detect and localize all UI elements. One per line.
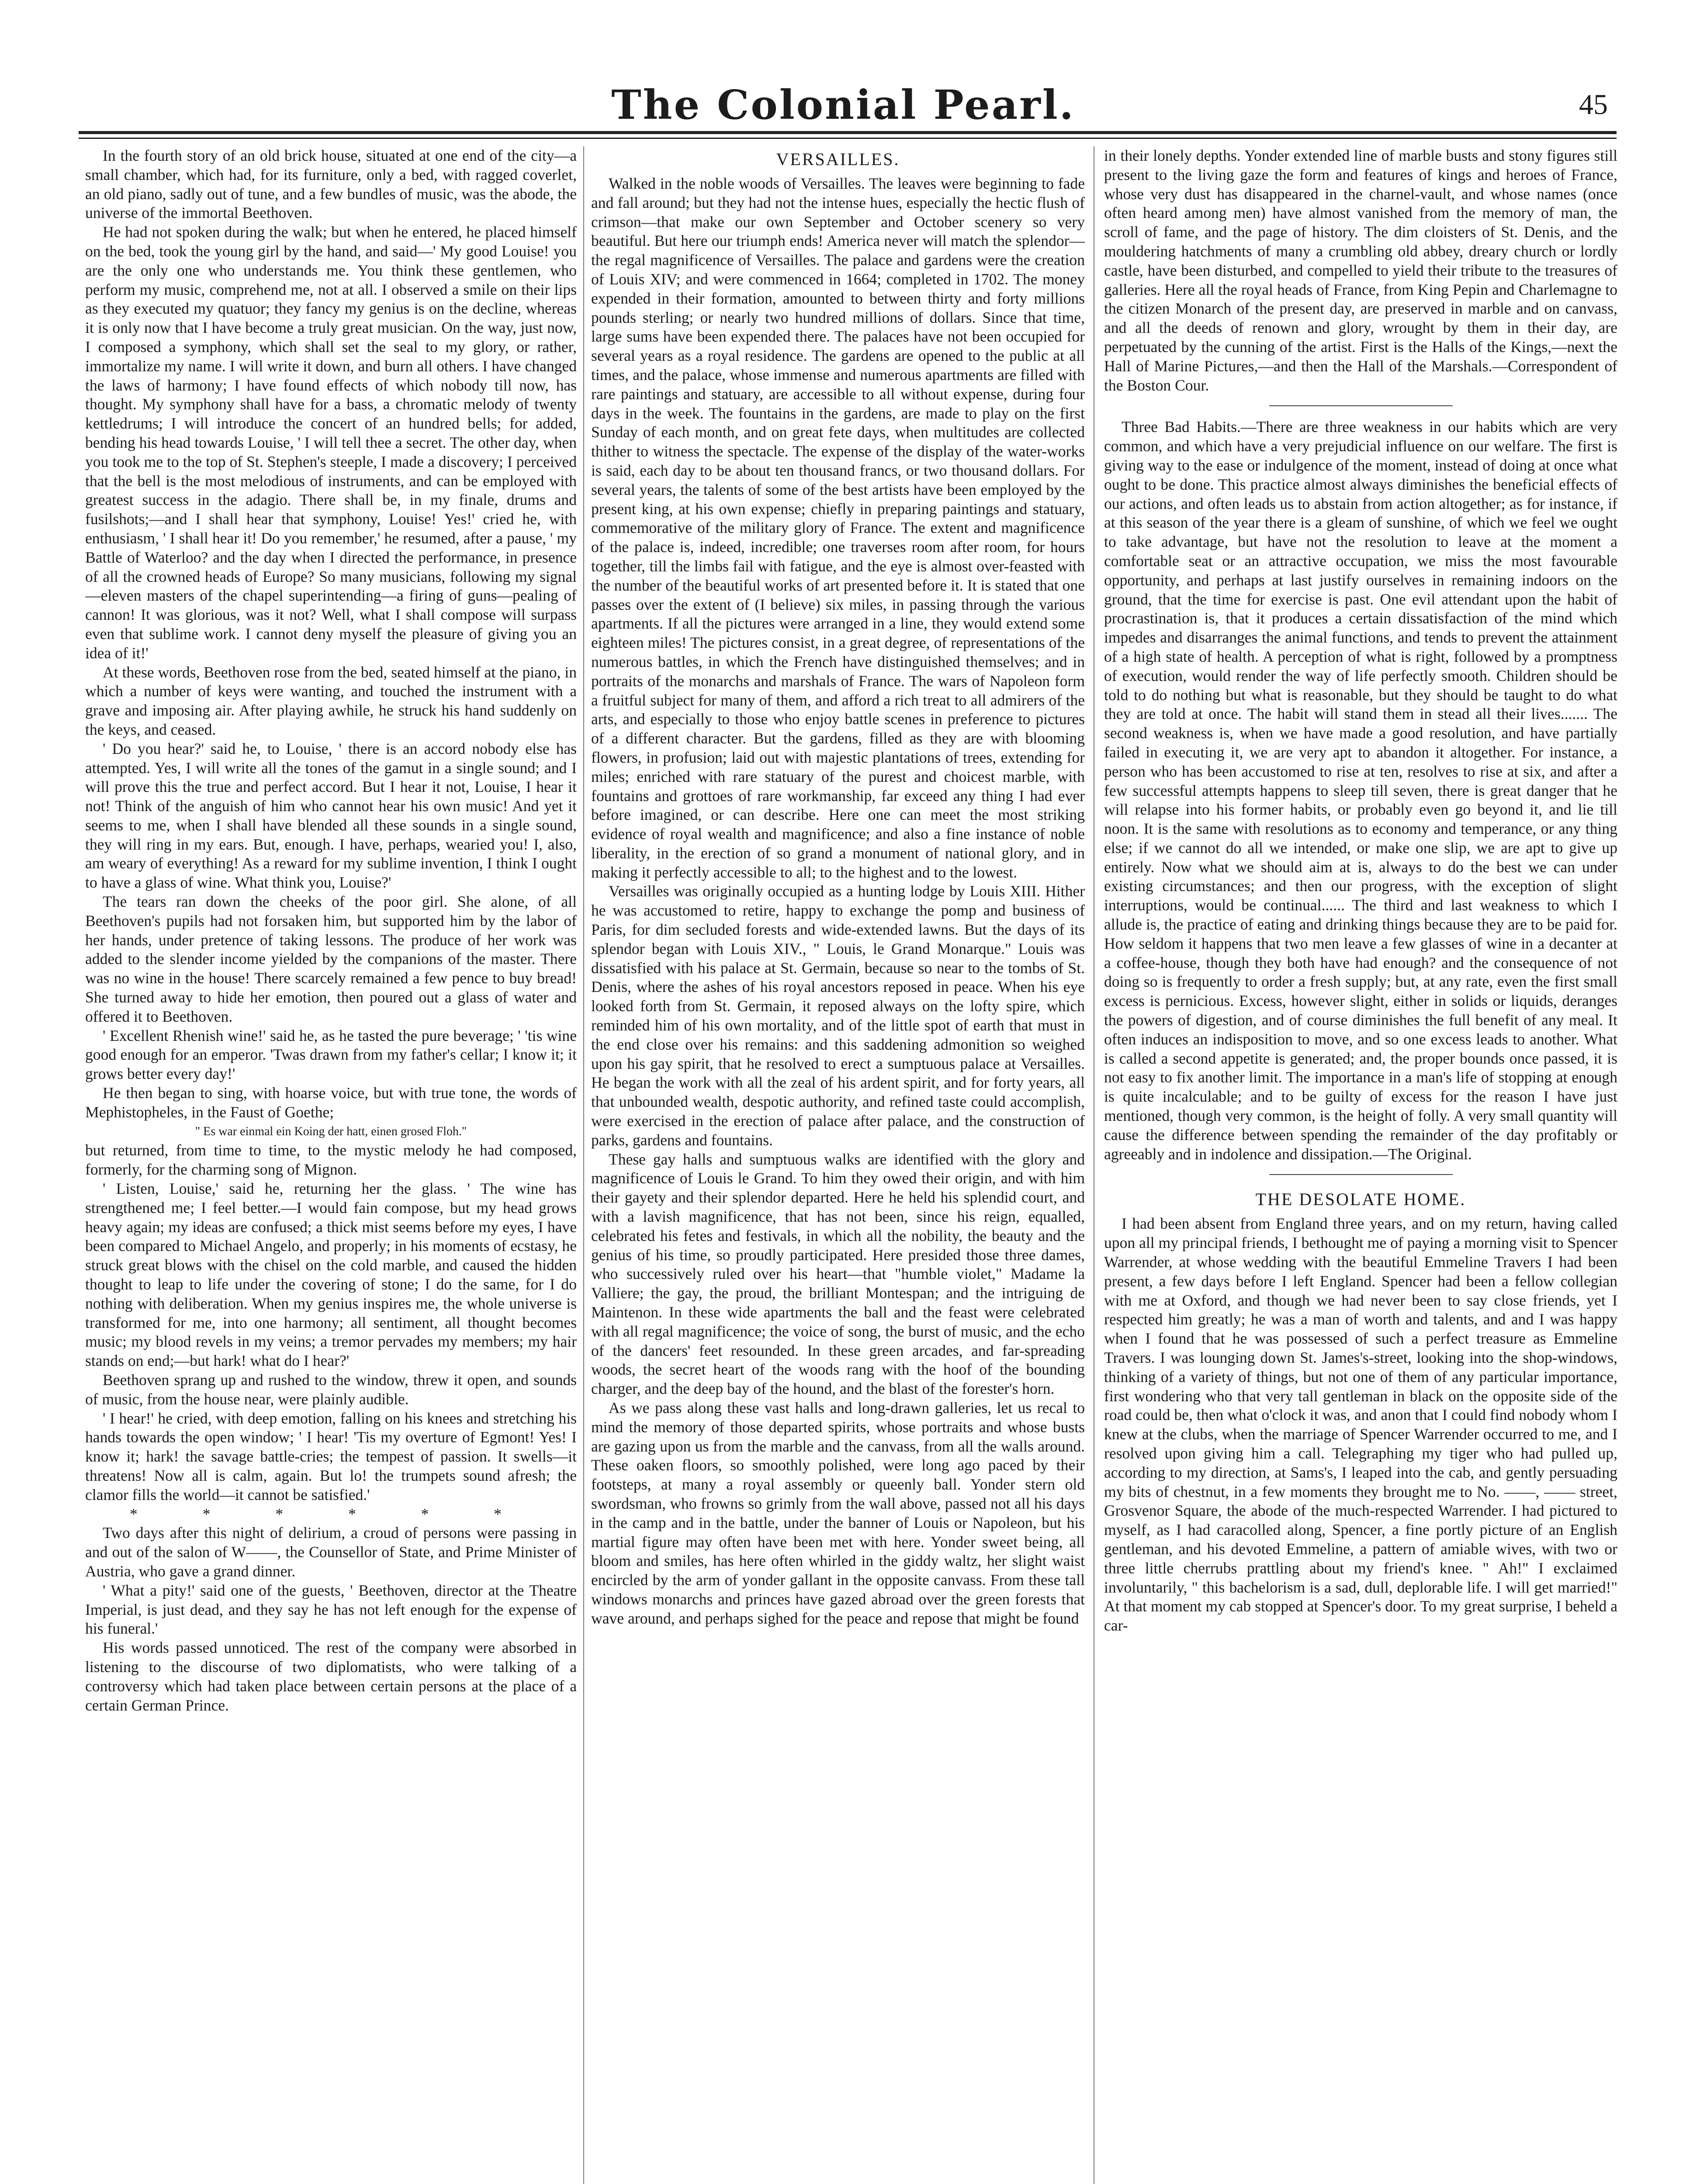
paragraph: Versailles was originally occupied as a hunting lodge by Louis XIII. Hither he was accustomed to retire, happy to exchange the pomp and business of Paris, for dim secluded forests and wide-extended lawns. But the days of its splendor began with Louis XIV., " Louis, le Grand Monarque." Louis was dissatisfied with his palace at St. Germain, because so near to the tombs of St. Denis, where the ashes of his royal ancestors reposed in peace. When his eye looked forth from St. Germain, it reposed always on the lofty spire, which reminded him of his own mortality, and of the little spot of earth that must in the end close over his remains: and this saddening admonition so weighed upon his gay spirit, that he resolved to erect a sumptuous palace at Versailles. He began the work with all the zeal of his ardent spirit, and for forty years, all that unbounded wealth, despotic authority, and refined taste could accomplish, were exercised in the erection of palace after palace, and the construction of parks, gardens and fountains. — [591, 882, 1085, 1149]
paragraph: but returned, from time to time, to the mystic melody he had composed, formerly, for the charming song of Mignon. — [85, 1141, 577, 1178]
header-rule — [79, 131, 1617, 134]
header-rule-thin — [79, 138, 1617, 139]
column-divider — [583, 146, 584, 2184]
paragraph: I had been absent from England three years, and on my return, having called upon all my principal friends, I bethought me of paying a morning visit to Spencer Warrender, at whose wedding with the beautiful Emmeline Travers I had been present, a few days before I left England. Spencer had been a fellow collegian with me at Oxford, and though we had never been to say close friends, yet I respected him greatly; he was a man of worth and talents, and and I was happy when I found that he was possessed of such a perfect treasure as Emmeline Travers. I was lounging down St. James's-street, looking into the shop-windows, thinking of a variety of things, but not one of them of any particular importance, first wondering who that very tall gentleman in black on the opposite side of the road could be, then what o'clock it was, and anon that I could find nobody whom I knew at the clubs, when the marriage of Spencer Warrender occurred to me, and I resolved upon giving him a call. Telegraphing my tiger who had pulled up, according to my direction, at Sams's, I leaped into the cab, and gently persuading my bits of chestnut, in a few moments they brought me to No. ——, —— street, Grosvenor Square, the abode of the much-respected Warrender. I had pictured to myself, as I had caracolled along, Spencer, a fine portly picture of an English gentleman, and his devoted Emmeline, a pattern of amiable wives, with two or three little cherrubs prattling about my friend's knee. " Ah!" I exclaimed involuntarily, " this bachelorism is a sad, dull, deplorable life. I will get married!" At that moment my cab stopped at Spencer's door. To my great surprise, I beheld a car- — [1104, 1215, 1617, 1635]
paragraph: Beethoven sprang up and rushed to the window, threw it open, and sounds of music, from the house near, were plainly audible. — [85, 1371, 577, 1408]
paragraph: ' Listen, Louise,' said he, returning her the glass. ' The wine has strengthened me; I feel better.—I would fain compose, but my head grows heavy again; my ideas are confused; a thick mist seems before my eyes, I have been compared to Michael Angelo, and properly; in his moments of ecstasy, he struck great blows with the chisel on the cold marble, and caused the hidden thought to leap to life under the covering of stone; I do the same, for I do nothing with deliberation. When my genius inspires me, the whole universe is transformed for me, into one harmony; all sentiment, all thought becomes music; my blood revels in my veins; a tremor pervades my members; my hair stands on end;—but hark! what do I hear?' — [85, 1180, 577, 1370]
paragraph-three-bad-habits: Three Bad Habits.—There are three weakness in our habits which are very common, and which have a very prejudicial influence on our welfare. The first is giving way to the ease or indulgence of the moment, instead of doing at once what ought to be done. This practice almost always diminishes the beneficial effects of our actions, and often leads us to abstain from action altogether; as for instance, if at this season of the year there is a gleam of sunshine, of which we feel we ought to take advantage, but have not the resolution to leave at the moment a comfortable seat or an attractive occupation, we miss the most favourable opportunity, and perhaps at last justify ourselves in remaining indoors on the ground, that the time for exercise is past. One evil attendant upon the habit of procrastination is, that it produces a certain dissatisfaction of the mind which impedes and disarranges the animal functions, and tends to prevent the attainment of a high state of health. A perception of what is right, followed by a promptness of execution, would render the way of life perfectly smooth. Children should be told to do nothing but what is reasonable, but they should be taught to do what they are told at once. The habit will stand them in stead all their lives....... The second weakness is, when we have made a good resolution, and have partially failed in executing it, we are very apt to abandon it altogether. For instance, a person who has been accustomed to rise at ten, resolves to rise at six, and after a few successful attempts happens to sleep till seven, there is great danger that he will relapse into his former habits, or probably even go beyond it, and lie till noon. It is the same with resolutions as to economy and temperance, or any thing else; if we cannot do all we intended, or make one slip, we are apt to give up entirely. Now what we should aim at is, always to do the best we can under existing circumstances; and then our progress, with the exception of slight interruptions, would be continual...... The third and last weakness to which I allude is, the practice of eating and drinking things because they are to be paid for. How seldom it happens that two men leave a few glasses of wine in a decanter at a coffee-house, though they both have had enough? and the consequence of not doing so is frequently to order a fresh supply; but, at any rate, even the first small excess is pernicious. Excess, however slight, either in solids or liquids, deranges the powers of digestion, and of course diminishes the full benefit of any meal. It often induces an indisposition to move, and so one excess leads to another. What is called a second appetite is generated; and, the proper bounds once passed, it is not easy to fix another limit. The importance in a man's life of stopping at enough is quite incalculable; and to be guilty of excess for the reason I have just mentioned, though very common, is the height of folly. A very small quantity will cause the difference between spending the remainder of the day profitably or agreeably and in indolence and dissipation.—The Original. — [1104, 418, 1617, 1163]
article-heading: VERSAILLES. — [776, 149, 900, 169]
paragraph: The tears ran down the cheeks of the poor girl. She alone, of all Beethoven's pupils had not forsaken him, but supported him by the labor of her hands, under pretence of taking lessons. The produce of her work was added to the slender income yielded by the companions of the master. There was no wine in the house! There scarcely remained a few pence to buy bread! She turned away to hide her emotion, then poured out a glass of water and offered it to Beethoven. — [85, 893, 577, 1025]
paragraph: ' Excellent Rhenish wine!' said he, as he tasted the pure beverage; ' 'tis wine good enough for an emperor. 'Twas drawn from my father's cellar; I know it; it grows better every day!' — [85, 1026, 577, 1083]
section-break-stars: * * * * * * — [129, 1505, 533, 1523]
paragraph: He then began to sing, with hoarse voice, but with true tone, the words of Mephistopheles, in the Faust of Goethe; — [85, 1084, 577, 1121]
paragraph: In the fourth story of an old brick house, situated at one end of the city—a small chamber, which had, for its furniture, only a bed, with ragged coverlet, an old piano, sadly out of tune, and a few bundles of music, was the abode, the universe of the immortal Beethoven. — [85, 147, 577, 222]
paragraph: These gay halls and sumptuous walks are identified with the glory and magnificence of Louis le Grand. To him they owed their origin, and with him their gayety and their splendor departed. Here he held his splendid court, and with a lavish magnificence, that has not been, since his reign, equalled, celebrated his fetes and festivals, in which all the nobility, the beauty and the genius of his time, so proudly participated. Here presided those three dames, who successively ruled over his heart—that "humble violet," Madame la Valliere; the gay, the proud, the brilliant Montespan; and the intriguing de Maintenon. In these wide apartments the ball and the feast were celebrated with all regal magnificence; the voice of song, the burst of music, and the echo of the dancers' feet resounded. In these green arcades, and far-spreading woods, the secret heart of the woods rang with the hoof of the bounding charger, and the deep bay of the hound, and the blast of the forester's horn. — [591, 1150, 1085, 1398]
column-1-beethoven — [85, 146, 577, 2184]
german-quote: " Es war einmal ein Koing der hatt, einen grosed Floh." — [195, 1124, 467, 1138]
article-separator — [1269, 405, 1453, 406]
paragraph: ' What a pity!' said one of the guests, ' Beethoven, director at the Theatre Imperial, is just dead, and they say he has not left enough for the expense of his funeral.' — [85, 1581, 577, 1638]
paragraph: Two days after this night of delirium, a croud of persons were passing in and out of the salon of W——, the Counsellor of State, and Prime Minister of Austria, who gave a grand dinner. — [85, 1524, 577, 1580]
paragraph: ' Do you hear?' said he, to Louise, ' there is an accord nobody else has attempted. Yes, I will write all the tones of the gamut in a single sound; and I will prove this the true and perfect accord. But I hear it not, Louise, I hear it not! Think of the anguish of him who cannot hear his own music! And yet it seems to me, when I shall have blended all these sounds in a single sound, they will ring in my ears. But, enough. I have, perhaps, wearied you! I, also, am weary of everything! As a reward for my sublime invention, I think I ought to have a glass of wine. What think you, Louise?' — [85, 740, 577, 892]
page-number: 45 — [1579, 89, 1608, 121]
article-separator — [1269, 1174, 1453, 1175]
paragraph: He had not spoken during the walk; but when he entered, he placed himself on the bed, took the young girl by the hand, and said—' My good Louise! you are the only one who understands me. You think these gentlemen, who perform my music, comprehend me, not at all. I observed a smile on their lips as they executed my quatuor; they fancy my genius is on the decline, whereas it is only now that I have become a truly great musician. On the way, just now, I composed a symphony, which shall set the seal to my glory, or rather, immortalize my name. I will write it down, and burn all others. I have changed the laws of harmony; I have found effects of which nobody till now, has thought. My symphony shall have for a bass, a chromatic melody of twenty kettledrums; I will introduce the concert of an hundred bells; for added, bending his head towards Louise, ' I will tell thee a secret. The other day, when you took me to the top of St. Stephen's steeple, I made a discovery; I perceived that the bell is the most melodious of instruments, and can be employed with greatest success in the adagio. There shall be, in my finale, drums and fusilshots;—and I shall hear that symphony, Louise! Yes!' cried he, with enthusiasm, ' I shall hear it! Do you remember,' he resumed, after a pause, ' my Battle of Waterloo? and the day when I directed the performance, in presence of all the crowned heads of Europe? So many musicians, following my signal—eleven masters of the chapel superintending—a firing of guns—pealing of cannon! It was glorious, was it not? Well, what I shall compose will surpass even that sublime work. I cannot deny myself the pleasure of giving you an idea of it!' — [85, 223, 577, 662]
paragraph: Walked in the noble woods of Versailles. The leaves were beginning to fade and fall around; but they had not the intense hues, especially the hectic flush of crimson—that make our own September and October scenery so very beautiful. But here our triumph ends! America never will match the splendor—the regal magnificence of Versailles. The palace and gardens were the creation of Louis XIV; and were commenced in 1664; completed in 1702. The money expended in their formation, amounted to between thirty and forty millions pounds sterling; or nearly two hundred millions of dollars. Since that time, large sums have been expended there. The palaces have not been occupied for several years as a royal residence. The gardens are opened to the public at all times, and the palace, whose immense and numerous apartments are filled with rare paintings and statuary, are accessible to all without expense, during four days in the week. The fountains in the gardens, are made to play on the first Sunday of each month, and on great fete days, when multitudes are collected thither to witness the spectacle. The expense of the display of the water-works is said, each day to be about ten thousand francs, or two thousand dollars. For several years, the talents of some of the best artists have been employed by the present king, at his own expense; chiefly in preparing paintings and statuary, commemorative of the military glory of France. The extent and magnificence of the palace is, indeed, incredible; one traverses room after room, for hours together, till the limbs fail with fatigue, and the eye is almost over-feasted with the number of the beautiful works of art presented before it. It is stated that one passes over the extent of (I believe) six miles, in passing through the various apartments. If all the pictures were arranged in a line, they would extend some eighteen miles! The pictures consist, in a great degree, of representations of the numerous battles, in which the French have distinguished themselves; and in portraits of the monarchs and marshals of France. The wars of Napoleon form a fruitful subject for many of them, and afford a rich treat to all admirers of the arts, and especially to those who enjoy battle scenes in preference to pictures of a different character. But the gardens, filled as they are with blooming flowers, in profusion; laid out with majestic plantations of trees, extending for miles; enriched with rare statuary of the purest and choicest marble, with fountains and grottoes of rare workmanship, far exceed any thing I had ever before imagined, or can describe. Here one can meet the most striking evidence of royal wealth and magnificence; and also a fine instance of noble liberality, in the erection of so grand a monument of national glory, and in making it perfectly accessible to all; to the highest and to the lowest. — [591, 175, 1085, 881]
column-2-versailles — [591, 146, 1085, 2184]
paragraph: ' I hear!' he cried, with deep emotion, falling on his knees and stretching his hands towards the open window; ' I hear! 'Tis my overture of Egmont! Yes! I know it; hark! the savage battle-cries; the tempest of passion. It swells—it threatens! Now all is calm, again. But lo! the trumpets sound afresh; the clamor fills the world—it cannot be satisfied.' — [85, 1409, 577, 1503]
paragraph: in their lonely depths. Yonder extended line of marble busts and stony figures still present to the living gaze the form and features of kings and heroes of France, whose very dust has disappeared in the charnel-vault, and whose names (once often heard among men) have almost vanished from the memory of man, the scroll of fame, and the page of history. The dim cloisters of St. Denis, and the mouldering hatchments of many a crumbling old abbey, dreary church or lordly castle, have been disturbed, and compelled to yield their tribute to the treasures of galleries. Here all the royal heads of France, from King Pepin and Charlemagne to the citizen Monarch of the present day, are preserved in marble and on canvass, and all the deeds of renown and glory, wrought by them in their day, are perpetuated by the cunning of the artist. First is the Halls of the Kings,—next the Hall of Marine Pictures,—and then the Hall of the Marshals.—Correspondent of the Boston Cour. — [1104, 147, 1617, 394]
masthead — [79, 74, 1608, 135]
paragraph: His words passed unnoticed. The rest of the company were absorbed in listening to the discourse of two diplomatists, who were talking of a controversy which had taken place between certain persons at the place of a certain German Prince. — [85, 1639, 577, 1714]
paragraph: At these words, Beethoven rose from the bed, seated himself at the piano, in which a number of keys were wanting, and touched the instrument with a grave and imposing air. After playing awhile, he struck his hand suddenly on the keys, and ceased. — [85, 663, 577, 738]
newspaper-title: The Colonial Pearl. — [611, 81, 1075, 128]
column-3 — [1104, 146, 1617, 2184]
paragraph: As we pass along these vast halls and long-drawn galleries, let us recal to mind the memory of those departed spirits, whose portraits and whose busts are gazing upon us from the marble and the canvass, from all the walls around. These oaken floors, so smoothly polished, were long ago paced by their footsteps, at many a royal assembly or queenly ball. Yonder stern old swordsman, who frowns so grimly from the wall above, passed not all his days in the camp and in the battle, under the banner of Louis or Napoleon, but his martial figure may often have been met with here. Yonder sweet being, all bloom and smiles, has here often whirled in the giddy waltz, her slight waist encircled by the arm of yonder gallant in the opposite canvass. From these tall windows monarchs and princes have gazed abroad over the green forests that wave around, and perhaps sighed for the peace and repose that might be found — [591, 1399, 1085, 1627]
article-heading: THE DESOLATE HOME. — [1255, 1189, 1466, 1209]
